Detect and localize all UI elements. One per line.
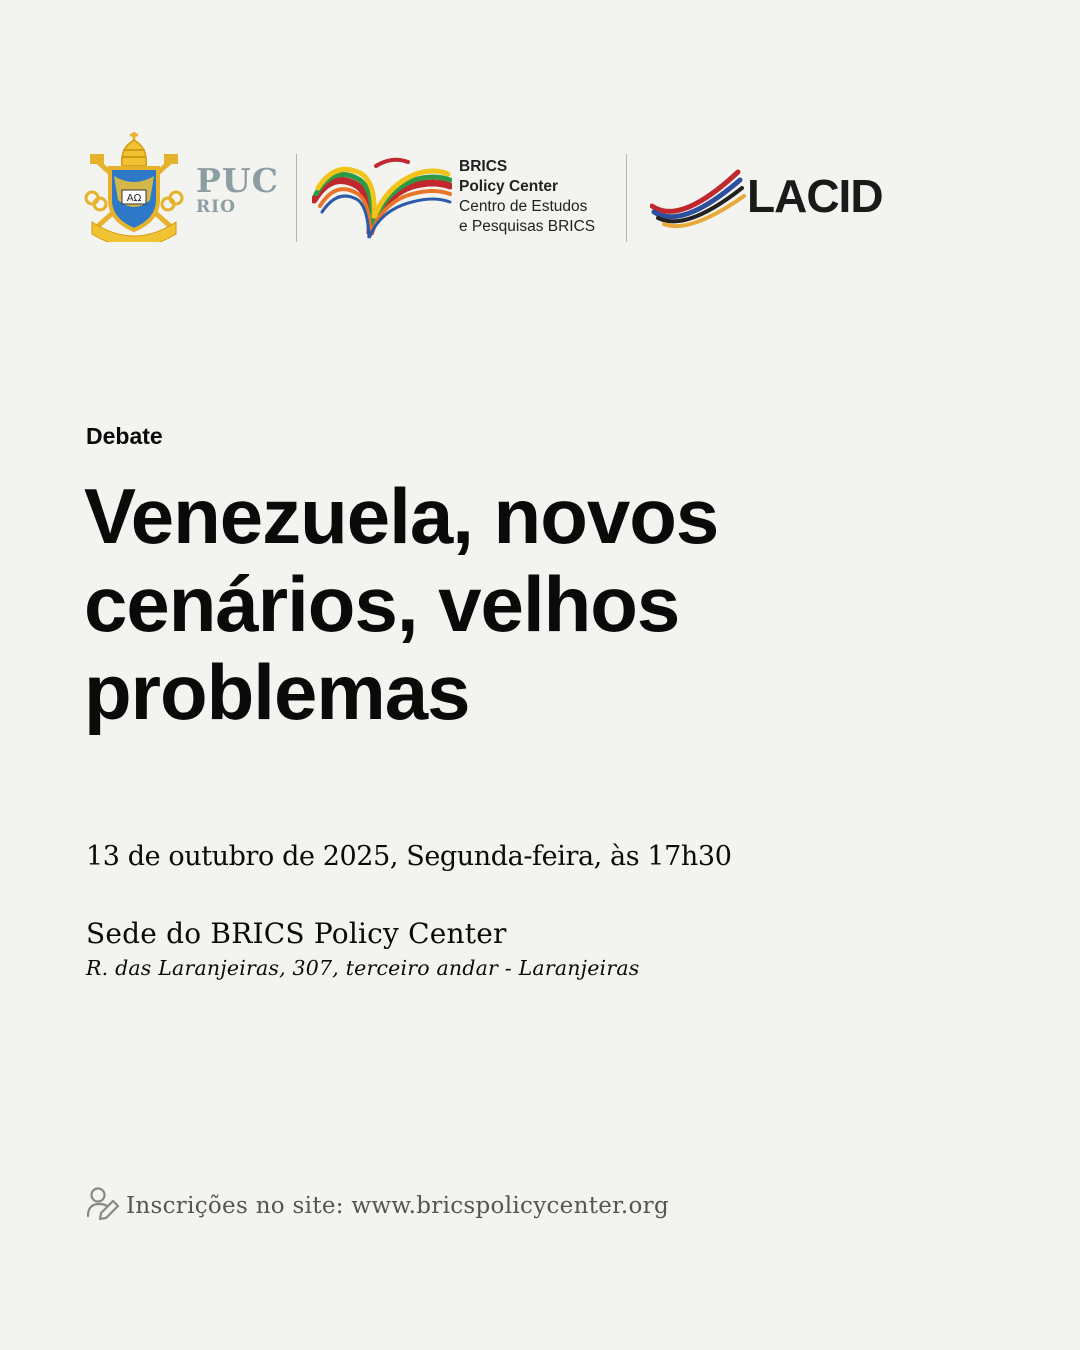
- puc-rio-coat-of-arms-icon: [84, 126, 184, 242]
- event-title: [84, 472, 1014, 736]
- user-edit-icon: [86, 1186, 120, 1222]
- svg-text:ΑΩ: ΑΩ: [126, 193, 142, 204]
- event-datetime: 13 de outubro de 2025, Segunda-feira, às 17h30: [86, 841, 732, 872]
- event-venue: Sede do BRICS Policy Center: [86, 917, 507, 950]
- signup-text: Inscrições no site: www.bricspolicycenter.org: [126, 1193, 669, 1219]
- brics-policy-center-wordmark: [459, 157, 595, 237]
- brics-line-3: Centro de Estudos: [459, 198, 588, 215]
- title-line: Venezuela, novos: [84, 472, 719, 560]
- puc-rio-wordmark: [196, 161, 279, 217]
- brics-line-4: e Pesquisas BRICS: [459, 218, 596, 235]
- event-category: Debate: [86, 423, 163, 449]
- brics-line-1: BRICS: [459, 158, 508, 175]
- partner-logos: [84, 124, 884, 248]
- title-line: cenários, velhos: [84, 560, 680, 648]
- puc-sub: RIO: [196, 197, 236, 217]
- brics-policy-center-ribbon-icon: [312, 156, 452, 240]
- lacid-wordmark: LACID: [747, 170, 883, 222]
- lacid-swoosh-icon: [650, 166, 746, 232]
- brics-line-2: Policy Center: [459, 178, 559, 195]
- logo-divider: [296, 154, 297, 242]
- logo-divider: [626, 154, 627, 242]
- title-line: problemas: [84, 648, 470, 736]
- event-address: R. das Laranjeiras, 307, terceiro andar - Laranjeiras: [86, 956, 640, 980]
- puc-name: PUC: [196, 161, 279, 200]
